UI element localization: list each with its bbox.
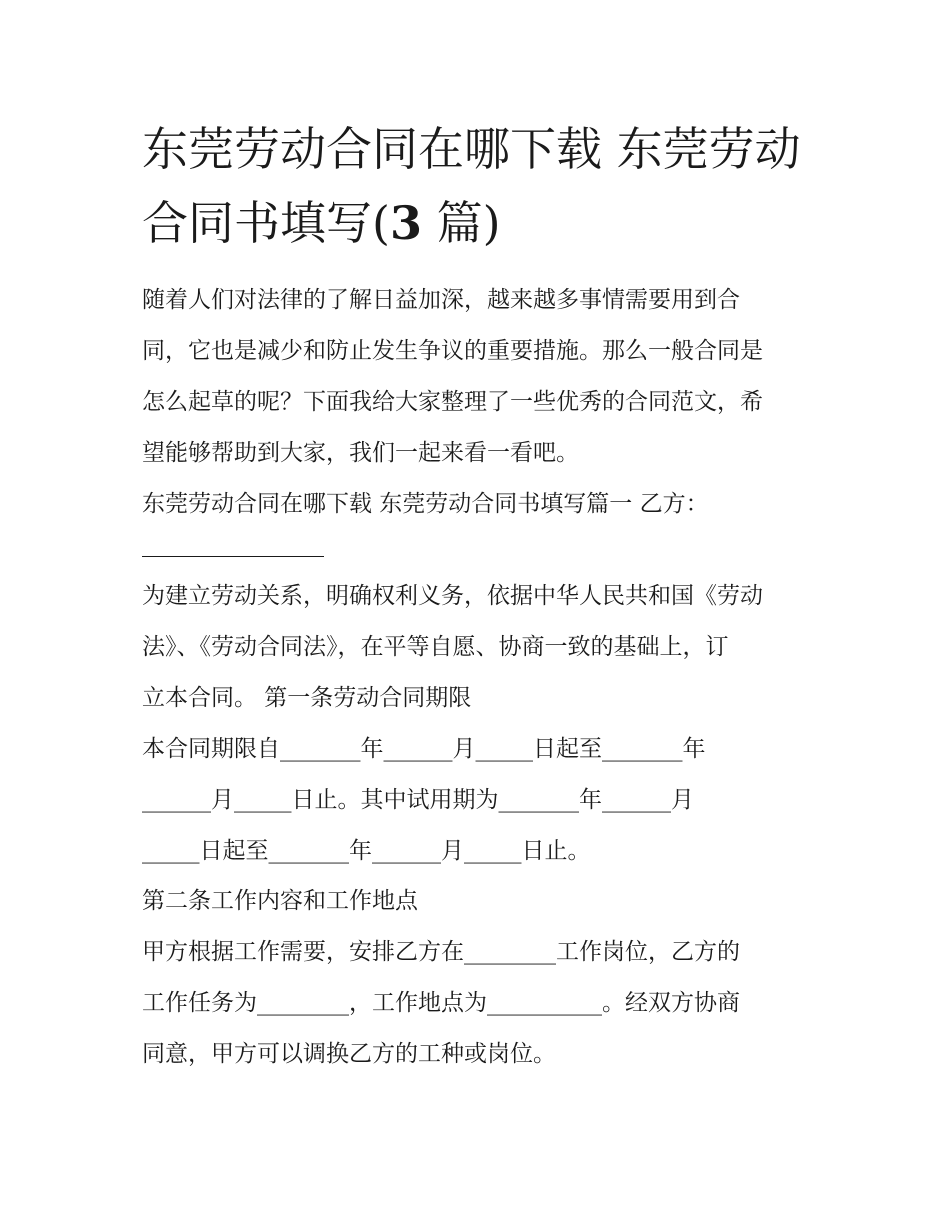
title-main: 东莞劳动合同在哪下载 东莞劳动合同书填写( xyxy=(142,122,801,250)
signature-blank-line xyxy=(142,556,324,557)
title-number: 3 xyxy=(389,196,422,250)
paragraph-line: 本合同期限自_______年______月_____日起至_______年 xyxy=(142,736,706,762)
paragraph-line: 甲方根据工作需要，安排乙方在________工作岗位，乙方的 xyxy=(142,939,740,965)
paragraph-line: 同，它也是减少和防止发生争议的重要措施。那么一般合同是 xyxy=(142,338,763,364)
paragraph-line: 立本合同。 第一条劳动合同期限 xyxy=(142,685,472,711)
paragraph-line: 随着人们对法律的了解日益加深，越来越多事情需要用到合 xyxy=(142,287,740,313)
paragraph-line: 怎么起草的呢？下面我给大家整理了一些优秀的合同范文，希 xyxy=(142,389,763,415)
paragraph-line: 工作任务为________，工作地点为__________。经双方协商 xyxy=(142,990,740,1016)
document-title xyxy=(142,112,822,260)
paragraph-line: 为建立劳动关系，明确权利义务，依据中华人民共和国《劳动 xyxy=(142,583,763,609)
paragraph-line: 望能够帮助到大家，我们一起来看一看吧。 xyxy=(142,440,579,466)
paragraph-line: ______月_____日止。其中试用期为_______年______月 xyxy=(142,787,694,813)
paragraph-line: 同意，甲方可以调换乙方的工种或岗位。 xyxy=(142,1041,556,1067)
title-end: 篇) xyxy=(421,196,501,250)
paragraph-line: _____日起至_______年______月_____日止。 xyxy=(142,838,591,864)
section-heading-line: 东莞劳动合同在哪下载 东莞劳动合同书填写篇一 乙方： xyxy=(142,491,709,517)
section-heading-line: 第二条工作内容和工作地点 xyxy=(142,888,418,914)
paragraph-line: 法》、《劳动合同法》，在平等自愿、协商一致的基础上，订 xyxy=(142,634,729,660)
